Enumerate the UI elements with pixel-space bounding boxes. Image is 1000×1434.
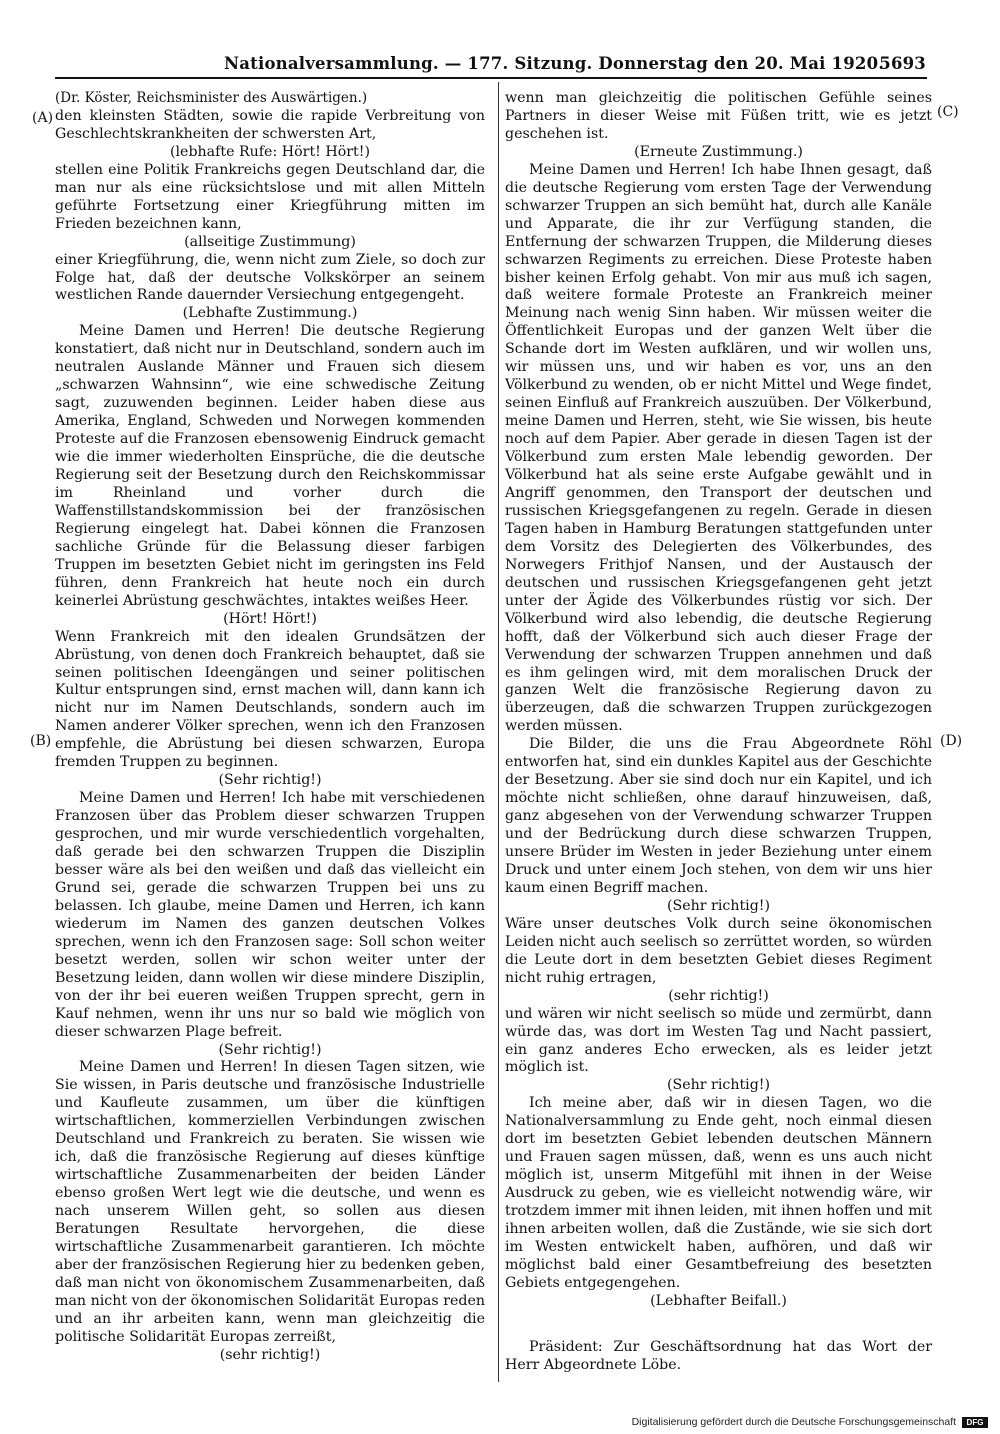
running-header xyxy=(224,54,926,73)
margin-mark-d: (D) xyxy=(940,733,963,749)
left-column xyxy=(55,90,485,1365)
right-column-paragraph: (Erneute Zustimmung.) xyxy=(634,143,803,160)
left-column-paragraph: einer Kriegführung, die, wenn nicht zum Ziele, so doch zur Folge hat, daß der deutsche Volkskörper an seinem westlichen Rande dauernder Versiechung entgegengeht. xyxy=(55,251,485,304)
margin-mark-b: (B) xyxy=(30,733,52,749)
right-column-paragraph: Wäre unser deutsches Volk durch seine ökonomischen Leiden nicht auch seelisch so zerrüttet worden, so würden die Leute dort in dem besetzten Gebiet dieses Regiment nicht ruhig ertragen, xyxy=(505,915,932,986)
left-column-paragraph: Meine Damen und Herren! Die deutsche Regierung konstatiert, daß nicht nur in Deutschland, sondern auch im neutralen Auslande Männer und Frauen sich diesem „schwarzen Wahnsinn“, wie eine schwedische Zeitung sagt, zuzuwenden beginnen. Leider haben diese aus Amerika, England, Schweden und Norwegen kommenden Proteste auf die Franzosen ebensowenig Eindruck gemacht wie die immer wiederholten Einsprüche, die die deutsche Regierung seit der Besetzung durch den Reichskommissar im Rheinland und vorher durch die Waffenstillstandskommission bei der französischen Regierung eingelegt hat. Dabei können die Franzosen sachliche Gründe für die Belassung dieser farbigen Truppen im besetzten Gebiet nicht im geringsten ins Feld führen, denn Frankreich hat heute noch ein durch keinerlei Abrüstung geschwächtes, intaktes weißes Heer. xyxy=(55,323,485,609)
left-column-paragraph: (Hört! Hört!) xyxy=(223,610,317,627)
right-column-paragraph: wenn man gleichzeitig die politischen Gefühle seines Partners in dieser Weise mit Füßen tritt, wie es jetzt geschehen ist. xyxy=(505,90,932,142)
left-column-paragraph: Wenn Frankreich mit den idealen Grundsätzen der Abrüstung, von denen doch Frankreich behauptet, daß sie seinen politischen Ideengängen und seiner politischen Kultur entsprungen sind, ernst machen will, dann kann ich nicht nur im Namen Deutschlands, sondern auch im Namen anderer Völker sprechen, wenn ich den Franzosen empfehle, die Abrüstung bei diesen schwarzen, Europa fremden Truppen zu beginnen. xyxy=(55,628,485,771)
right-column-paragraph: Präsident: Zur Geschäftsordnung hat das Wort der Herr Abgeordnete Löbe. xyxy=(505,1338,932,1373)
left-column-paragraph: (Dr. Köster, Reichsminister des Auswärtigen.) xyxy=(55,90,368,106)
header-title: Nationalversammlung. — 177. Sitzung. Donnerstag den 20. Mai 1920. xyxy=(224,54,885,73)
right-column-paragraph: Die Bilder, die uns die Frau Abgeordnete Röhl entworfen hat, sind ein dunkles Kapitel aus der Geschichte der Besetzung. Aber sie sind doch nur ein Kapitel, und ich möchte nicht schließen, ohne darauf hinzuweisen, daß, ganz abgesehen von der Verwendung schwarzer Truppen und der Bedrückung durch diese schwarzen Truppen, unsere Brüder im Westen in jeder Beziehung unter einem Druck und unter einem Joch stehen, von dem wir uns hier kaum einen Begriff machen. xyxy=(505,736,932,896)
right-column-paragraph: und wären wir nicht seelisch so müde und zermürbt, dann würde das, was dort im Westen Tag und Nacht passiert, ein ganz anderes Echo erwecken, als es leider jetzt möglich ist. xyxy=(505,1005,932,1076)
right-column-paragraph: (sehr richtig!) xyxy=(668,987,769,1004)
right-column-paragraph: Meine Damen und Herren! Ich habe Ihnen gesagt, daß die deutsche Regierung vom ersten Tage der Verwendung schwarzer Truppen an sich bemüht hat, durch alle Kanäle und Apparate, die ihr zur Verfügung standen, die Entfernung der schwarzen Truppen, die Milderung dieses schwarzen Regiments zu erreichen. Diese Proteste haben bisher keinen Erfolg gehabt. Von mir aus muß ich sagen, daß weitere formale Proteste an Frankreich meiner Meinung nach wenig Sinn haben. Wir müssen weiter die Öffentlichkeit Europas und der ganzen Welt über die Schande dort im Westen aufklären, und wir wollen uns, wir müssen uns, und wir haben es vor, uns an den Völkerbund zu wenden, ob er nicht Mittel und Wege findet, seinen Einfluß auf Frankreich auszuüben. Der Völkerbund, meine Damen und Herren, steht, wie Sie wissen, bis heute noch auf dem Papier. Aber gerade in diesen Tagen ist der Völkerbund zum ersten Male lebendig geworden. Der Völkerbund hat als seine erste Aufgabe gewählt und in Angriff genommen, den Transport der deutschen und russischen Kriegsgefangenen zu regeln. Gerade in diesen Tagen haben in Hamburg Beratungen stattgefunden unter dem Vorsitz des Delegierten des Völkerbundes, des Norwegers Frithjof Nansen, und der Austausch der deutschen und russischen Kriegsgefangenen geht jetzt unter der Ägide des Völkerbundes rüstig vor sich. Der Völkerbund wird also lebendig, die deutsche Regierung hofft, daß der Völkerbund sich auch dieser Frage der Verwendung der schwarzen Truppen annehmen und daß es ihm gelingen wird, mit dem moralischen Druck der ganzen Welt die französische Regierung davon zu überzeugen, daß die schwarzen Truppen zurückgezogen werden müssen. xyxy=(505,161,932,735)
footer-text: Digitalisierung gefördert durch die Deutsche Forschungsgemeinschaft xyxy=(631,1416,957,1428)
right-column-paragraph: (Sehr richtig!) xyxy=(666,1077,771,1094)
left-column-paragraph: (Sehr richtig!) xyxy=(218,1041,322,1058)
left-column-paragraph: (Lebhafte Zustimmung.) xyxy=(182,305,358,322)
left-column-paragraph: Meine Damen und Herren! In diesen Tagen sitzen, wie Sie wissen, in Paris deutsche und französische Industrielle und Kaufleute zusammen, um über die künftigen wirtschaftlichen, kommerziellen Verbindungen zwischen Deutschland und Frankreich zu beraten. Sie wissen wie ich, daß die französische Regierung auf dieses künftige wirtschaftliche Zusammenarbeiten der beiden Länder ebenso großen Wert legt wie die deutsche, und wenn es nach unserem Willen geht, so sollen aus diesen Beratungen Resultate hervorgehen, die diese wirtschaftliche Zusammenarbeit garantieren. Ich möchte aber der französischen Regierung hier zu bedenken geben, daß man nicht von ökonomischem Zusammenarbeiten, daß man nicht von der ökonomischen Solidarität Europas reden und an ihr arbeiten kann, wenn man gleichzeitig die politische Solidarität Europas zerreißt, xyxy=(55,1059,485,1345)
right-column xyxy=(505,90,932,1375)
margin-mark-c: (C) xyxy=(937,104,959,120)
margin-mark-a: (A) xyxy=(32,110,54,126)
left-column-paragraph: stellen eine Politik Frankreichs gegen Deutschland dar, die man nur als eine rücksichtslose und mit allen Mitteln geführte Fortsetzung einer Kriegführung mitten im Frieden bezeichnen kann, xyxy=(55,161,485,232)
left-column-paragraph: Meine Damen und Herren! Ich habe mit verschiedenen Franzosen über das Problem dieser schwarzen Truppen gesprochen, und mir wurde verschiedentlich vorgehalten, daß gerade bei den schwarzen Truppen die Disziplin besser wäre als bei den weißen und daß das vielleicht ein Grund sei, gerade die schwarzen Truppen bei uns zu belassen. Ich glaube, meine Damen und Herren, ich kann wiederum im Namen des ganzen deutschen Volkes sprechen, wenn ich den Franzosen sage: Soll schon weiter besetzt werden, sollen wir schon weiter unter der Besetzung leiden, dann wollen wir diese mindere Disziplin, von der ihr bei eueren weißen Truppen sprecht, gern in Kauf nehmen, wenn ihr uns nur so bald wie möglich von dieser schwarzen Plage befreit. xyxy=(55,790,485,1040)
left-column-paragraph: den kleinsten Städten, sowie die rapide Verbreitung von Geschlechtskrankheiten der schwersten Art, xyxy=(55,107,485,142)
left-column-paragraph: (lebhafte Rufe: Hört! Hört!) xyxy=(169,143,370,160)
column-divider xyxy=(498,82,499,1382)
right-column-paragraph: (Sehr richtig!) xyxy=(666,897,771,914)
header-rule xyxy=(55,77,927,79)
footer-credit xyxy=(632,1416,988,1428)
left-column-paragraph: (sehr richtig!) xyxy=(219,1346,321,1363)
left-column-paragraph: (allseitige Zustimmung) xyxy=(184,233,356,250)
right-column-paragraph: Ich meine aber, daß wir in diesen Tagen, wo die Nationalversammlung zu Ende geht, noch einmal diesen dort im besetzten Gebiet lebenden deutschen Männern und Frauen sagen müssen, daß, wenn es uns auch nicht möglich ist, unserm Mitgefühl mit ihnen in der Weise Ausdruck zu geben, wie es vielleicht notwendig wäre, wir trotzdem immer mit ihnen leiden, mit ihnen hoffen und mit ihnen arbeiten wollen, daß die Zustände, wie sie sich dort im Westen entwickelt haben, aufhören, und daß wir möglichst bald einer Gesamtbefreiung des besetzten Gebiets entgegengehen. xyxy=(505,1095,932,1291)
right-column-paragraph: (Lebhafter Beifall.) xyxy=(650,1292,787,1309)
page-number: 5693 xyxy=(879,54,926,73)
left-column-paragraph: (Sehr richtig!) xyxy=(218,772,322,789)
dfg-logo: DFG xyxy=(962,1417,988,1428)
